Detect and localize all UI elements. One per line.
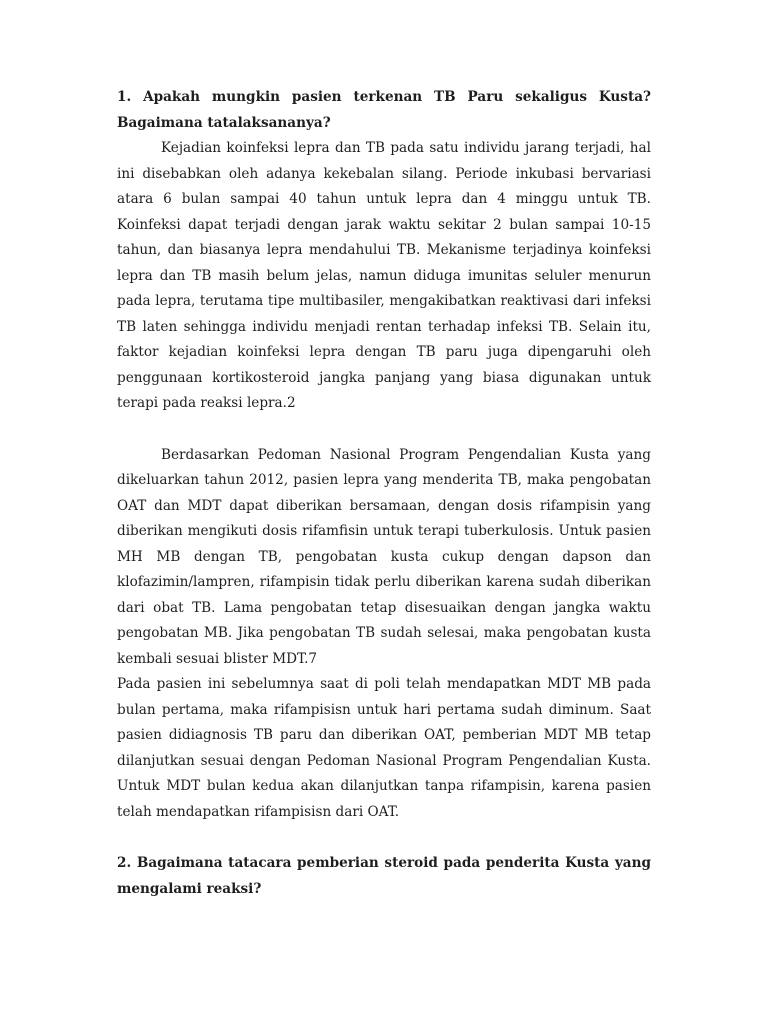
paragraph-gap [117,825,651,851]
answer-1-paragraph-1: Kejadian koinfeksi lepra dan TB pada satu individu jarang terjadi, hal ini disebabkan oleh adanya kekebalan silang. Periode inkubasi bervariasi atara 6 bulan sampai 40 tahun untuk lepra dan 4 minggu untuk TB. Koinfeksi dapat terjadi dengan jarak waktu sekitar 2 bulan sampai 10-15 tahun, dan biasanya lepra mendahului TB. Mekanisme terjadinya koinfeksi lepra dan TB masih belum jelas, namun diduga imunitas seluler menurun pada lepra, terutama tipe multibasiler, mengakibatkan reaktivasi dari infeksi TB laten sehingga individu menjadi rentan terhadap infeksi TB. Selain itu, faktor kejadian koinfeksi lepra dengan TB paru juga dipengaruhi oleh penggunaan kortikosteroid jangka panjang yang biasa digunakan untuk terapi pada reaksi lepra.2 [117,140,651,411]
document-page [117,85,651,902]
paragraph-gap [117,417,651,443]
answer-1-paragraph-3: Pada pasien ini sebelumnya saat di poli telah mendapatkan MDT MB pada bulan pertama, maka rifampisisn untuk hari pertama sudah diminum. Saat pasien didiagnosis TB paru dan diberikan OAT, pemberian MDT MB tetap dilanjutkan sesuai dengan Pedoman Nasional Program Pengendalian Kusta. Untuk MDT bulan kedua akan dilanjutkan tanpa rifampisin, karena pasien telah mendapatkan rifampisisn dari OAT. [117,676,651,820]
question-2: 2. Bagaimana tatacara pemberian steroid pada penderita Kusta yang mengalami reaksi? [117,855,651,897]
answer-1-paragraph-2: Berdasarkan Pedoman Nasional Program Pengendalian Kusta yang dikeluarkan tahun 2012, pasien lepra yang menderita TB, maka pengobatan OAT dan MDT dapat diberikan bersamaan, dengan dosis rifampisin yang diberikan mengikuti dosis rifamfisin untuk terapi tuberkulosis. Untuk pasien MH MB dengan TB, pengobatan kusta cukup dengan dapson dan klofazimin/lampren, rifampisin tidak perlu diberikan karena sudah diberikan dari obat TB. Lama pengobatan tetap disesuaikan dengan jangka waktu pengobatan MB. Jika pengobatan TB sudah selesai, maka pengobatan kusta kembali sesuai blister MDT.7 [117,446,651,667]
question-1: 1. Apakah mungkin pasien terkenan TB Paru sekaligus Kusta? Bagaimana tatalaksananya? [117,89,651,131]
